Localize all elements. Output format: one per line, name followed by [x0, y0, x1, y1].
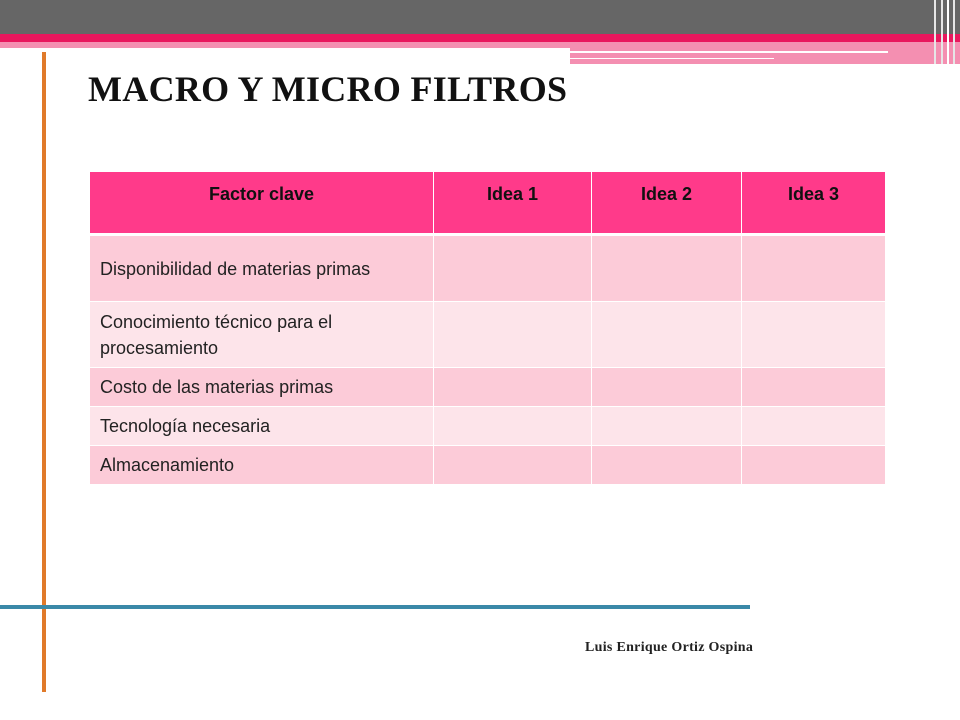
factor-cell: Conocimiento técnico para el procesamiento	[90, 302, 434, 368]
table-row	[90, 302, 885, 368]
idea-1-cell	[434, 446, 592, 485]
top-magenta-band	[0, 34, 960, 42]
idea-3-cell	[742, 302, 885, 368]
factor-cell: Almacenamiento	[90, 446, 434, 485]
idea-2-cell	[592, 236, 742, 302]
header-idea-3: Idea 3	[742, 172, 885, 236]
header-idea-2: Idea 2	[592, 172, 742, 236]
idea-2-cell	[592, 446, 742, 485]
header-factor-clave: Factor clave	[90, 172, 434, 236]
top-white-line	[570, 51, 888, 53]
stripe	[953, 0, 955, 64]
factor-cell: Disponibilidad de materias primas	[90, 236, 434, 302]
horizontal-teal-accent	[0, 605, 750, 609]
top-gray-band	[0, 0, 960, 34]
idea-2-cell	[592, 368, 742, 407]
table-row	[90, 407, 885, 446]
filters-table	[90, 172, 885, 485]
author-name: Luis Enrique Ortiz Ospina	[585, 640, 754, 655]
idea-1-cell	[434, 407, 592, 446]
idea-2-cell	[592, 407, 742, 446]
idea-1-cell	[434, 302, 592, 368]
idea-3-cell	[742, 446, 885, 485]
idea-2-cell	[592, 302, 742, 368]
top-corner-stripes	[930, 0, 960, 64]
idea-3-cell	[742, 407, 885, 446]
table-header-row	[90, 172, 885, 236]
stripe	[934, 0, 936, 64]
top-white-line-thin	[570, 58, 774, 59]
factor-cell: Tecnología necesaria	[90, 407, 434, 446]
slide-title: MACRO Y MICRO FILTROS	[88, 69, 568, 109]
idea-1-cell	[434, 368, 592, 407]
idea-1-cell	[434, 236, 592, 302]
table-row	[90, 446, 885, 485]
stripe	[947, 0, 949, 64]
idea-3-cell	[742, 236, 885, 302]
table-row	[90, 368, 885, 407]
header-idea-1: Idea 1	[434, 172, 592, 236]
top-pink-band-left	[0, 42, 570, 48]
vertical-orange-accent	[42, 52, 46, 692]
factor-cell: Costo de las materias primas	[90, 368, 434, 407]
stripe	[941, 0, 943, 64]
idea-3-cell	[742, 368, 885, 407]
top-pink-band-right	[570, 42, 960, 64]
table-row	[90, 236, 885, 302]
